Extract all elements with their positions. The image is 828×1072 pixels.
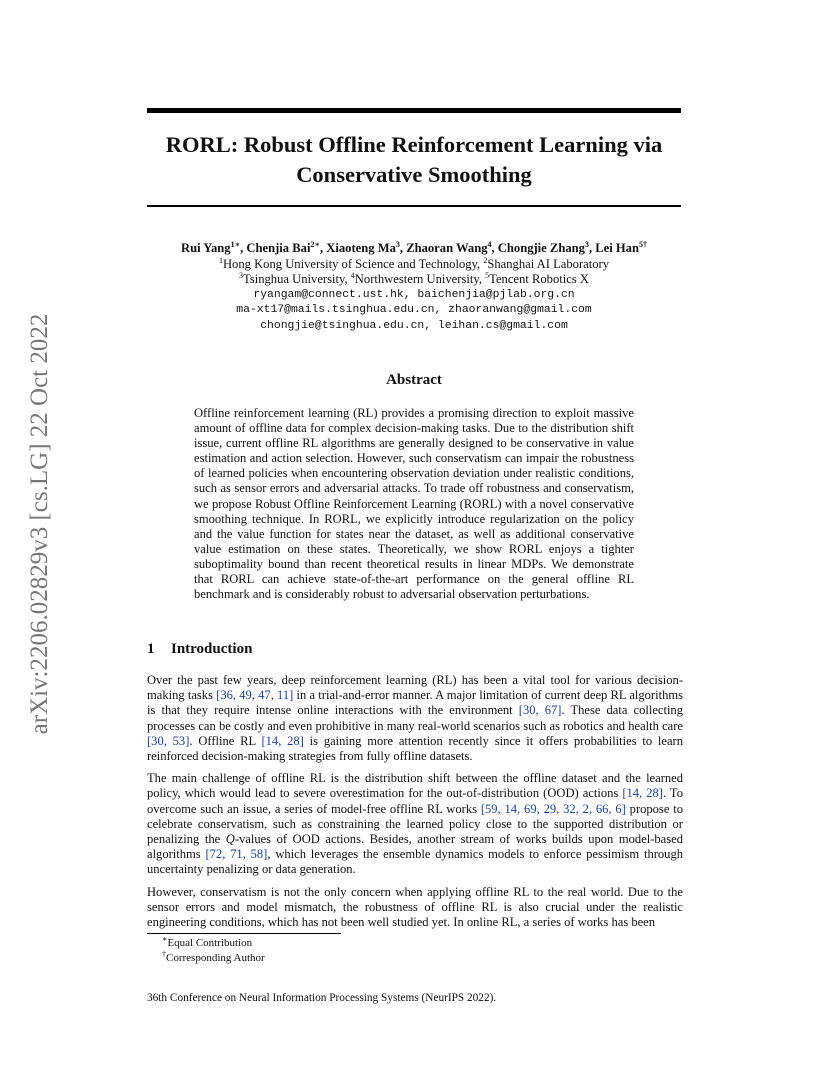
author-list (147, 241, 681, 257)
footnote (162, 936, 265, 951)
text-run: is gaining more attention recently since it offers probabilities to learn reinforced decision-making strategies from fully offline datasets. (147, 733, 684, 764)
affiliation: Tsinghua University, (243, 272, 351, 286)
text-run: . Offline RL (189, 733, 262, 748)
footnote-mark: ∗ (162, 934, 168, 944)
affiliation-line-1 (147, 257, 681, 273)
author-mark: 3 (584, 239, 589, 249)
email-line[interactable]: ryangam@connect.ust.hk, baichenjia@pjlab.org.cn (253, 288, 575, 301)
author-name: Zhaoran Wang (406, 241, 488, 255)
text-run: , which leverages the ensemble dynamics models to enforce pessimism through uncertainty penalizing or data generation. (147, 847, 684, 877)
text-run: propose to celebrate conservatism, such as constraining the learned policy close to the supported distribution or penalizing the (147, 801, 683, 847)
author-name: Chongjie Zhang (497, 241, 585, 255)
venue-footer: 36th Conference on Neural Information Processing Systems (NeurIPS 2022). (147, 992, 497, 1004)
section-heading (147, 641, 252, 658)
affiliation: Northwestern University, (354, 272, 486, 286)
author-mark: 5† (638, 239, 647, 249)
text-run: . These data collecting processes can be costly and even prohibitive in many real-world scenarios such as robotics and health care (147, 703, 683, 733)
citation-link[interactable]: [14, 28] (622, 786, 663, 801)
title-line-2: Conservative Smoothing (296, 162, 532, 187)
title-line-1: RORL: Robust Offline Reinforcement Learning via (165, 132, 663, 157)
footnotes (162, 936, 265, 966)
author-name: Chenjia Bai (246, 241, 311, 255)
citation-link[interactable]: [72, 71, 58] (205, 847, 268, 862)
paragraph: However, conservatism is not the only concern when applying offline RL to the real world. Due to the sensor errors and model mismatch, the robustness of offline RL is also crucial under the realistic engineering conditions, which has not been well studied yet. In online RL, a series of works has been (147, 884, 683, 930)
arxiv-stamp: arXiv:2206.02829v3 [cs.LG] 22 Oct 2022 (26, 313, 53, 735)
abstract-heading: Abstract (386, 372, 442, 388)
body-text (147, 673, 683, 937)
author-name: Rui Yang (181, 241, 231, 255)
citation-link[interactable]: [59, 14, 69, 29, 32, 2, 66, 6] (480, 801, 626, 816)
author-mark: 2∗ (310, 239, 320, 249)
affiliation: Hong Kong University of Science and Technology, (222, 256, 484, 271)
paper-title (147, 130, 681, 190)
author-mark: 4 (487, 239, 492, 249)
title-bottom-rule (147, 205, 681, 207)
math-symbol: Q (225, 832, 235, 847)
affiliation-mark: 4 (350, 270, 355, 280)
footnote-text: Corresponding Author (166, 952, 265, 964)
text-run: in a trial-and-error manner. A major limitation of current deep RL algorithms is that they require intense online interactions with the environment (147, 688, 683, 718)
text-run: The main challenge of offline RL is the distribution shift between the offline dataset and the learned policy, which would lead to severe overestimation for the out-of-distribution (OOD) actions (147, 771, 683, 801)
author-name: Xiaoteng Ma (326, 241, 396, 255)
author-name: Lei Han (595, 241, 639, 255)
email-line[interactable]: chongjie@tsinghua.edu.cn, leihan.cs@gmail.com (260, 319, 568, 332)
author-mark: 1∗ (230, 239, 241, 249)
paragraph (147, 673, 683, 764)
section-number: 1 (147, 641, 155, 657)
affiliation-mark: 1 (218, 255, 223, 265)
citation-link[interactable]: [30, 53] (147, 733, 190, 748)
author-sep: , (399, 241, 407, 255)
author-block (147, 241, 681, 334)
abstract-text: Offline reinforcement learning (RL) provides a promising direction to exploit massive amount of offline data for complex decision-making tasks. Due to the distribution shift issue, current offline RL algorithms are generally designed to be conservative in value estimation and action selection. However, such conservatism can impair the robustness of learned policies when encountering observation deviation under realistic conditions, such as sensor errors and adversarial attacks. To trade off robustness and conservatism, we propose Robust Offline Reinforcement Learning (RORL) with a novel conservative smoothing technique. In RORL, we explicitly introduce regularization on the policy and the value function for states near the dataset, as well as additional conservative value estimation on these states. Theoretically, we show RORL enjoys a tighter suboptimality bound than recent theoretical results in linear MDPs. We demonstrate that RORL can achieve state-of-the-art performance on the general offline RL benchmark and is considerably robust to adversarial observation perturbations. (194, 406, 634, 602)
email-line[interactable]: ma-xt17@mails.tsinghua.edu.cn, zhaoranwang@gmail.com (236, 304, 592, 316)
affiliation: Tencent Robotics X (489, 272, 589, 286)
author-sep: , (491, 241, 498, 255)
author-sep: , (588, 241, 596, 255)
footnote-text: Equal Contribution (167, 937, 253, 949)
paragraph (147, 771, 683, 877)
affiliation-mark: 5 (485, 270, 490, 280)
author-mark: 3 (395, 239, 400, 249)
footnote-mark: † (162, 949, 166, 959)
title-top-rule (147, 108, 681, 113)
footnote (162, 951, 265, 966)
section-title: Introduction (171, 641, 253, 657)
citation-link[interactable]: [36, 49, 47, 11] (216, 688, 294, 703)
text-run: . To overcome such an issue, a series of model-free offline RL works (147, 786, 683, 816)
footnote-rule (147, 933, 341, 934)
author-sep: , (319, 241, 327, 255)
text-run: Over the past few years, deep reinforcement learning (RL) has been a vital tool for various decision-making tasks (147, 673, 683, 703)
affiliation: Shanghai AI Laboratory (487, 256, 610, 271)
citation-link[interactable]: [14, 28] (261, 733, 304, 748)
citation-link[interactable]: [30, 67] (518, 703, 562, 718)
affiliation-mark: 3 (239, 270, 243, 280)
author-sep: , (240, 241, 247, 255)
affiliation-mark: 2 (483, 255, 488, 265)
text-run: -values of OOD actions. Besides, another stream of works builds upon model-based algorithms (147, 832, 683, 862)
affiliation-line-2 (147, 272, 681, 288)
